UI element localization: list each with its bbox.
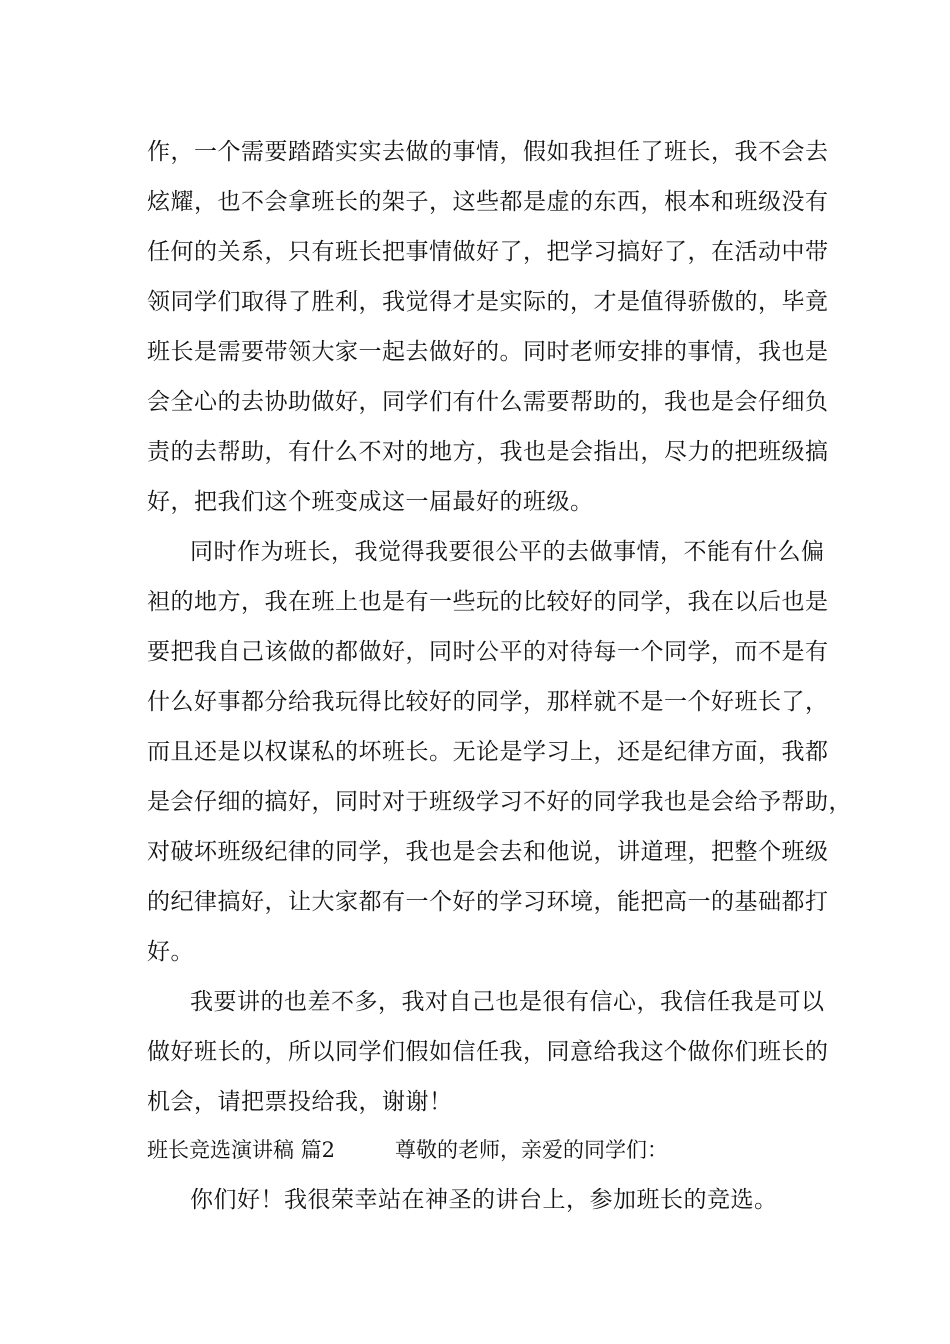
- text-line: 什么好事都分给我玩得比较好的同学，那样就不是一个好班长了，: [147, 689, 829, 715]
- text-line: 好，把我们这个班变成这一届最好的班级。: [147, 489, 594, 515]
- opening-line: 你们好！我很荣幸站在神圣的讲台上，参加班长的竞选。: [190, 1187, 778, 1213]
- text-line: 责的去帮助，有什么不对的地方，我也是会指出，尽力的把班级搞: [147, 439, 829, 465]
- text-line: 班长是需要带领大家一起去做好的。同时老师安排的事情，我也是: [147, 339, 829, 365]
- text-line: 领同学们取得了胜利，我觉得才是实际的，才是值得骄傲的，毕竟: [147, 289, 829, 315]
- text-line: 机会，请把票投给我，谢谢！: [147, 1089, 453, 1115]
- text-line: 而且还是以权谋私的坏班长。无论是学习上，还是纪律方面，我都: [147, 739, 829, 765]
- text-line: 作，一个需要踏踏实实去做的事情，假如我担任了班长，我不会去: [147, 139, 829, 165]
- text-line: 会全心的去协助做好，同学们有什么需要帮助的，我也是会仔细负: [147, 389, 829, 415]
- text-line: 好。: [147, 939, 194, 965]
- text-line: 袒的地方，我在班上也是有一些玩的比较好的同学，我在以后也是: [147, 589, 829, 615]
- greeting-text: 尊敬的老师，亲爱的同学们：: [395, 1138, 668, 1162]
- text-line: 做好班长的，所以同学们假如信任我，同意给我这个做你们班长的: [147, 1039, 829, 1065]
- text-line: 炫耀，也不会拿班长的架子，这些都是虚的东西，根本和班级没有: [147, 189, 829, 215]
- text-line: 要把我自己该做的都做好，同时公平的对待每一个同学，而不是有: [147, 639, 829, 665]
- text-line: 是会仔细的搞好，同时对于班级学习不好的同学我也是会给予帮助，: [147, 789, 852, 815]
- text-line: 任何的关系，只有班长把事情做好了，把学习搞好了，在活动中带: [147, 239, 829, 265]
- section-title: 班长竞选演讲稿 篇2: [147, 1138, 336, 1162]
- text-line: 的纪律搞好，让大家都有一个好的学习环境，能把高一的基础都打: [147, 889, 829, 915]
- text-line: 对破坏班级纪律的同学，我也是会去和他说，讲道理，把整个班级: [147, 839, 829, 865]
- text-line: 我要讲的也差不多，我对自己也是很有信心，我信任我是可以: [190, 989, 825, 1015]
- text-line: 同时作为班长，我觉得我要很公平的去做事情，不能有什么偏: [190, 539, 825, 565]
